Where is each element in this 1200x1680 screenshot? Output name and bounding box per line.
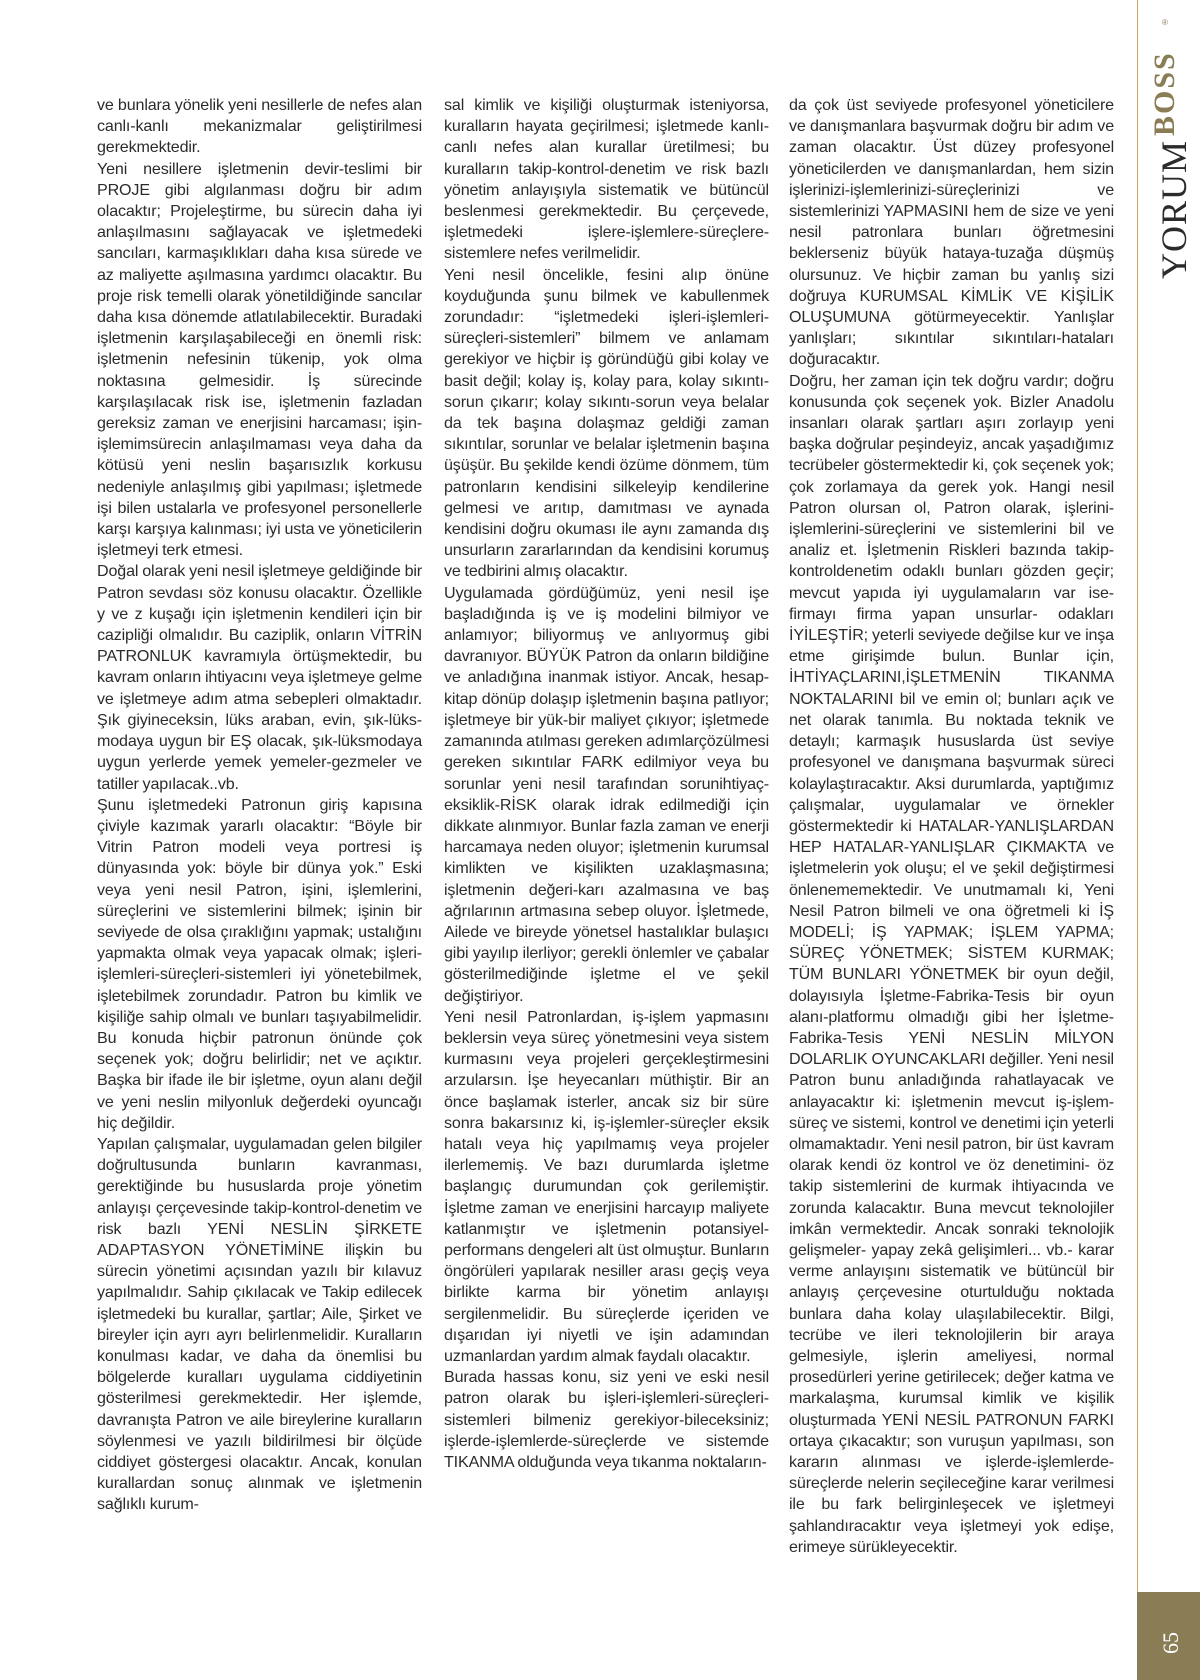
svg-text:65: 65 — [1158, 1632, 1183, 1654]
side-rule-line — [1137, 0, 1138, 1680]
article-column-1 — [97, 95, 422, 1516]
paragraph: ve bunlara yönelik yeni nesillerle de nefes alan canlı-kanlı mekanizmalar geliştirilmesi gerekmektedir. — [97, 96, 422, 157]
paragraph: sal kimlik ve kişiliği oluşturmak isteniyorsa, kuralların hayata geçirilmesi; işletmede kanlı-canlı nefes alan kurallar üretilmesi; bu kuralların takip-kontrol-denetim ve risk bazlı yönetim anlayışıyla sistematik ve bütüncül beslenmesi gerekmektedir. Bu çerçevede, işletmedeki işlere-işlemlere-süreçlere-sistemlere nefes verilmelidir. — [444, 96, 769, 263]
paragraph: Yapılan çalışmalar, uygulamadan gelen bilgiler doğrultusunda bunların kavranması, gerektiğinde bu hususlarda proje yönetim anlayışı çerçevesinde takip-kontrol-denetim ve risk bazlı YENİ NESLİN ŞİRKETE ADAPTASYON YÖNETİMİNE ilişkin bu sürecin yönetimi açısından yazılı bir kılavuz yapılmalıdır. Sahip çıkılacak ve Takip edilecek işletmedeki bu kurallar, şartlar; Aile, Şirket ve bireyler için ayrı ayrı belirlenmelidir. Kuralların konulması kadar, ve daha da önemlisi bu bölgelerde kuralları uygulama ciddiyetinin gösterilmesi gerekmektedir. Her işlemde, davranışta Patron ve aile bireylerine kuralların söylenmesi ve yazılı bildirilmesi bir ölçüde ciddiyet göstergesi olacaktır. Ancak, konulan kurallardan sonuç alınmak ve işletmenin sağlıklı kurum- — [97, 1134, 422, 1514]
registered-mark: ® — [1162, 18, 1168, 27]
paragraph: Yeni nesil öncelikle, fesini alıp önüne koyduğunda şunu bilmek ve kabullenmek zorundadır: “işletmedeki işleri-işlemleri-süreçleri-sistemleri” bilmem ve anlamam gerekiyor ve hiçbir iş göründüğü gibi kolay ve basit değil; kolay iş, kolay para, kolay sıkıntı-sorun çıkarır; kolay sıkıntı-sorun veya belalar da tek başına dolaşmaz geldiği zaman sıkıntılar, sorunlar ve belalar işletmenin başına üşüşür. Bu şekilde kendi özüme dönmem, tüm patronların kendisini silkeleyip kendilerine gelmesi ve arıtıp, damıtması ve aynada kendisini doğru okuması ile aynı zamanda dış unsurların zararlarından da kendisini korumuş ve tedbirini almış olacaktır. — [444, 265, 769, 581]
masthead-boss: BOSS — [1148, 51, 1181, 136]
paragraph: Yeni nesillere işletmenin devir-teslimi bir PROJE gibi algılanması doğru bir adım olacaktır; Projeleştirme, bu sürecin daha iyi anlaşılmasını sağlayacak ve işletmedeki sancıları, karmaşıklıkları daha kısa sürede ve az maliyette aşılmasına yardımcı olacaktır. Bu proje risk temelli olarak yönetildiğinde sancılar daha kısa dönemde atlatılabilecektir. Buradaki işletmenin karşılaşabileceği en önemli risk: işletmenin nefesinin tükenip, yok olma noktasına gelmesidir. İş sürecinde karşılaşılacak risk ise, işletmenin fazladan gereksiz zaman ve enerjisini harcaması; işin-işlemimsürecin anlaşılmaması veya daha da kötüsü yeni neslin başarısızlık korkusu nedeniyle anlaşılmış gibi yapılması; işletmede işi bilen ustalarla ve profesyonel personellerle karşı karşıya kalınması; iyi usta ve yöneticilerin işletmeyi terk etmesi. — [97, 159, 422, 560]
paragraph: Burada hassas konu, siz yeni ve eski nesil patron olarak bu işleri-işlemleri-süreçleri-sistemleri bilmeniz gerekiyor-bileceksiniz; işlerde-işlemlerde-süreçlerde ve sistemde TIKANMA olduğunda veya tıkanma noktaların- — [444, 1368, 769, 1471]
article-column-2 — [444, 95, 769, 1473]
masthead-yorum: YORUM — [1154, 139, 1194, 279]
paragraph: Doğal olarak yeni nesil işletmeye geldiğinde bir Patron sevdası söz konusu olacaktır. Özellikle y ve z kuşağı için işletmenin kendileri için bir cazipliği olmalıdır. Bu caziplik, onların VİTRİN PATRONLUK kavramıyla örtüşmektedir, bu kavram onların ihtiyacını veya işletmeye gelme ve işletmeye adım atma sebepleri olmaktadır. Şık giyineceksin, lüks araban, evin, şık-lüks-modaya uygun bir EŞ olacak, şık-lüksmodaya uygun yerlerde yemek yemeler-gezmeler ve tatiller yapılacak..vb. — [97, 562, 422, 793]
article-column-3 — [789, 95, 1114, 1558]
paragraph: Yeni nesil Patronlardan, iş-işlem yapmasını beklersin veya süreç yönetmesini veya sistem kurmasını veya projeleri gerçekleştirmesini arzularsın. İşe heyecanları müthiştir. Bir an önce başlamak isterler, ancak siz bir süre sonra bakarsınız ki, iş-işlemler-süreçler eksik hatalı veya hiç yapılmamış veya projeler ilerlememiş. Ve bazı durumlarda işletme başlangıç durumundan çok gerilemiştir. İşletme zaman ve enerjisini harcayıp maliyete katlanmıştır ve işletmenin potansiyel-performans dengeleri alt üst olmuştur. Bunların öngörüleri yapılarak nesiller arası geçiş veya birlikte karma bir yönetim anlayışı sergilenmelidir. Bu süreçlerde içeriden ve dışarıdan iyi niyetli ve işin adamından uzmanlardan yardım almak faydalı olacaktır. — [444, 1007, 769, 1365]
section-masthead — [1140, 14, 1198, 284]
paragraph: Şunu işletmedeki Patronun giriş kapısına çiviyle kazımak yararlı olacaktır: “Böyle bir Vitrin Patron modeli veya portresi iş dünyasında yok: böyle bir dünya yok.” Eski veya yeni nesil Patron, işini, işlemlerini, süreçlerini ve sistemlerini bilmek; işinin bir seviyede de olsa çıraklığını yapmak; ustalığını yapmakta olmak veya yapacak olmak; işleri-işlemleri-süreçleri-sistemleri iyi yönetebilmek, işletebilmek zorundadır. Patron bu kimlik ve kişiliğe sahip olmalı ve bunları taşıyabilmelidir. Bu konuda hiçbir patronun önünde çok seçenek yok; doğru belirlidir; net ve açıktır. Başka bir ifade ile bir işletme, oyun alanı değil ve yeni neslin milyonluk değerdeki oyuncağı hiç değildir. — [97, 795, 422, 1132]
paragraph: da çok üst seviyede profesyonel yöneticilere ve danışmanlara başvurmak doğru bir adım ve zaman olacaktır. Üst düzey profesyonel yöneticilerden ve danışmanlardan, hem sizin işlerinizi-işlemlerinizi-süreçlerinizi ve sistemlerinizi YAPMASINI hem de size ve yeni nesil patronlara bunları öğretmesini beklerseniz büyük hataya-tuzağa düşmüş olursunuz. Ve hiçbir zaman bu yanlış sizi doğruya KURUMSAL KİMLİK VE KİŞİLİK OLUŞUMUNA götürmeyecektir. Yanlışlar yanlışları; sıkıntılar sıkıntıları-hataları doğuracaktır. — [789, 96, 1114, 369]
page-number — [1148, 1604, 1188, 1664]
paragraph: Doğru, her zaman için tek doğru vardır; doğru konusunda çok seçenek yok. Bizler Anadolu insanları olarak şartları aşırı zorlayıp yeni başka doğrular peşindeyiz, ancak yaşadığımız tecrübeler göstermektedir ki, çok seçenek yok; çok zorlamaya da gerek yok. Hangi nesil Patron olursan ol, Patron olarak, işlerini-işlemlerini-süreçlerini ve sistemlerini bil ve analiz et. İşletmenin Riskleri bazında takip-kontroldenetim odaklı bunları gözden geçir; mevcut yapıda iyi uygulamaların var ise-firmayı firma yapan unsurlar- odakları İYİLEŞTİR; yeterli seviyede değilse kur ve inşa etme girişimde bulun. Bunlar için, İHTİYAÇLARINI,İŞLETMENİN TIKANMA NOKTALARINI bil ve emin ol; bunları açık ve net olarak tanımla. Bu noktada teknik ve detaylı; karmaşık hususlarda üst seviye profesyonel ve danışmana başvurmak süreci kolaylaştıracaktır. Aksi durumlarda, yaptığımız çalışmalar, uygulamalar ve örnekler göstermektedir ki HATALAR-YANLIŞLARDAN HEP HATALAR-YANLIŞLAR ÇIKMAKTA ve işletmelerin yok oluşu; el ve şekil değiştirmesi önlenememektedir. Ve unutmamalı ki, Yeni Nesil Patron bilmeli ve ona öğretmeli ki İŞ MODELİ; İŞ YAPMAK; İŞLEM YAPMA; SÜREÇ YÖNETMEK; SİSTEM KURMAK; TÜM BUNLARI YÖNETMEK bir oyun değil, dolayısıyla İşletme-Fabrika-Tesis bir oyun alanı-platformu olmadığı gibi her İşletme-Fabrika-Tesis YENİ NESLİN MİLYON DOLARLIK OYUNCAKLARI değiller. Yeni nesil Patron bunu anladığında rahatlayacak ve anlayacaktır ki: işletmenin mevcut iş-işlem-süreç ve sistemi, kontrol ve denetimi için yeterli olmamaktadır. Yeni nesil patron, bir üst kavram olarak kendi öz kontrol ve öz denetimini- öz takip sistemlerini de kurmak ihtiyacında ve zorunda kalacaktır. Buna mevcut teknolojiler imkân vermektedir. Ancak sonraki teknolojik gelişmeler- yapay zekâ gelişimleri... vb.- karar verme anlayışını sistematik ve bütüncül bir anlayış çerçevesine oturtulduğu noktada bunlara daha kolay ulaşılabilecektir. Bilgi, tecrübe ve ileri teknolojilerin bir araya gelmesiyle, işlerin ameliyesi, normal prosedürleri yerine getirilecek; değer katma ve markalaşma, kurumsal kimlik ve kişilik oluşturmada YENİ NESİL PATRONUN FARKI ortaya çıkacaktır; son vuruşun yapılması, son kararın alınması ve işlerde-işlemlerde-süreçlerde nelerin seçileceğine karar verilmesi ile bu fark belirginleşecek ve işletmeyi şahlandıracaktır veya işletmeyi yok edişe, erimeye sürükleyecektir. — [789, 371, 1114, 1556]
paragraph: Uygulamada gördüğümüz, yeni nesil işe başladığında iş ve iş modelini bilmiyor ve anlamıyor; biliyormuş ve anlıyormuş gibi davranıyor. BÜYÜK Patron da onların bildiğine ve anladığına inanmak istiyor. Ancak, hesap-kitap dönüp dolaşıp işletmenin başına patlıyor; işletmeye bir yük-bir maliyet çıkıyor; işletmede zamanında atılması gereken adımlarçözülmesi gereken sıkıntılar FARK edilmiyor veya bu sorunlar yeni nesil tarafından sorunihtiyaç-eksiklik-RİSK olarak idrak edilmediği için dikkate alınmıyor. Bunlar fazla zaman ve enerji harcamaya neden oluyor; işletmenin kurumsal kimlikten ve kişilikten uzaklaşmasına; işletmenin değeri-karı azalmasına ve baş ağrılarının artmasına sebep oluyor. İşletmede, Ailede ve bireyde yönetsel hastalıklar bulaşıcı gibi yayılıp ilerliyor; gerekli önlemler ve çabalar gösterilmediğinde işletme el ve şekil değiştiriyor. — [444, 583, 769, 1005]
